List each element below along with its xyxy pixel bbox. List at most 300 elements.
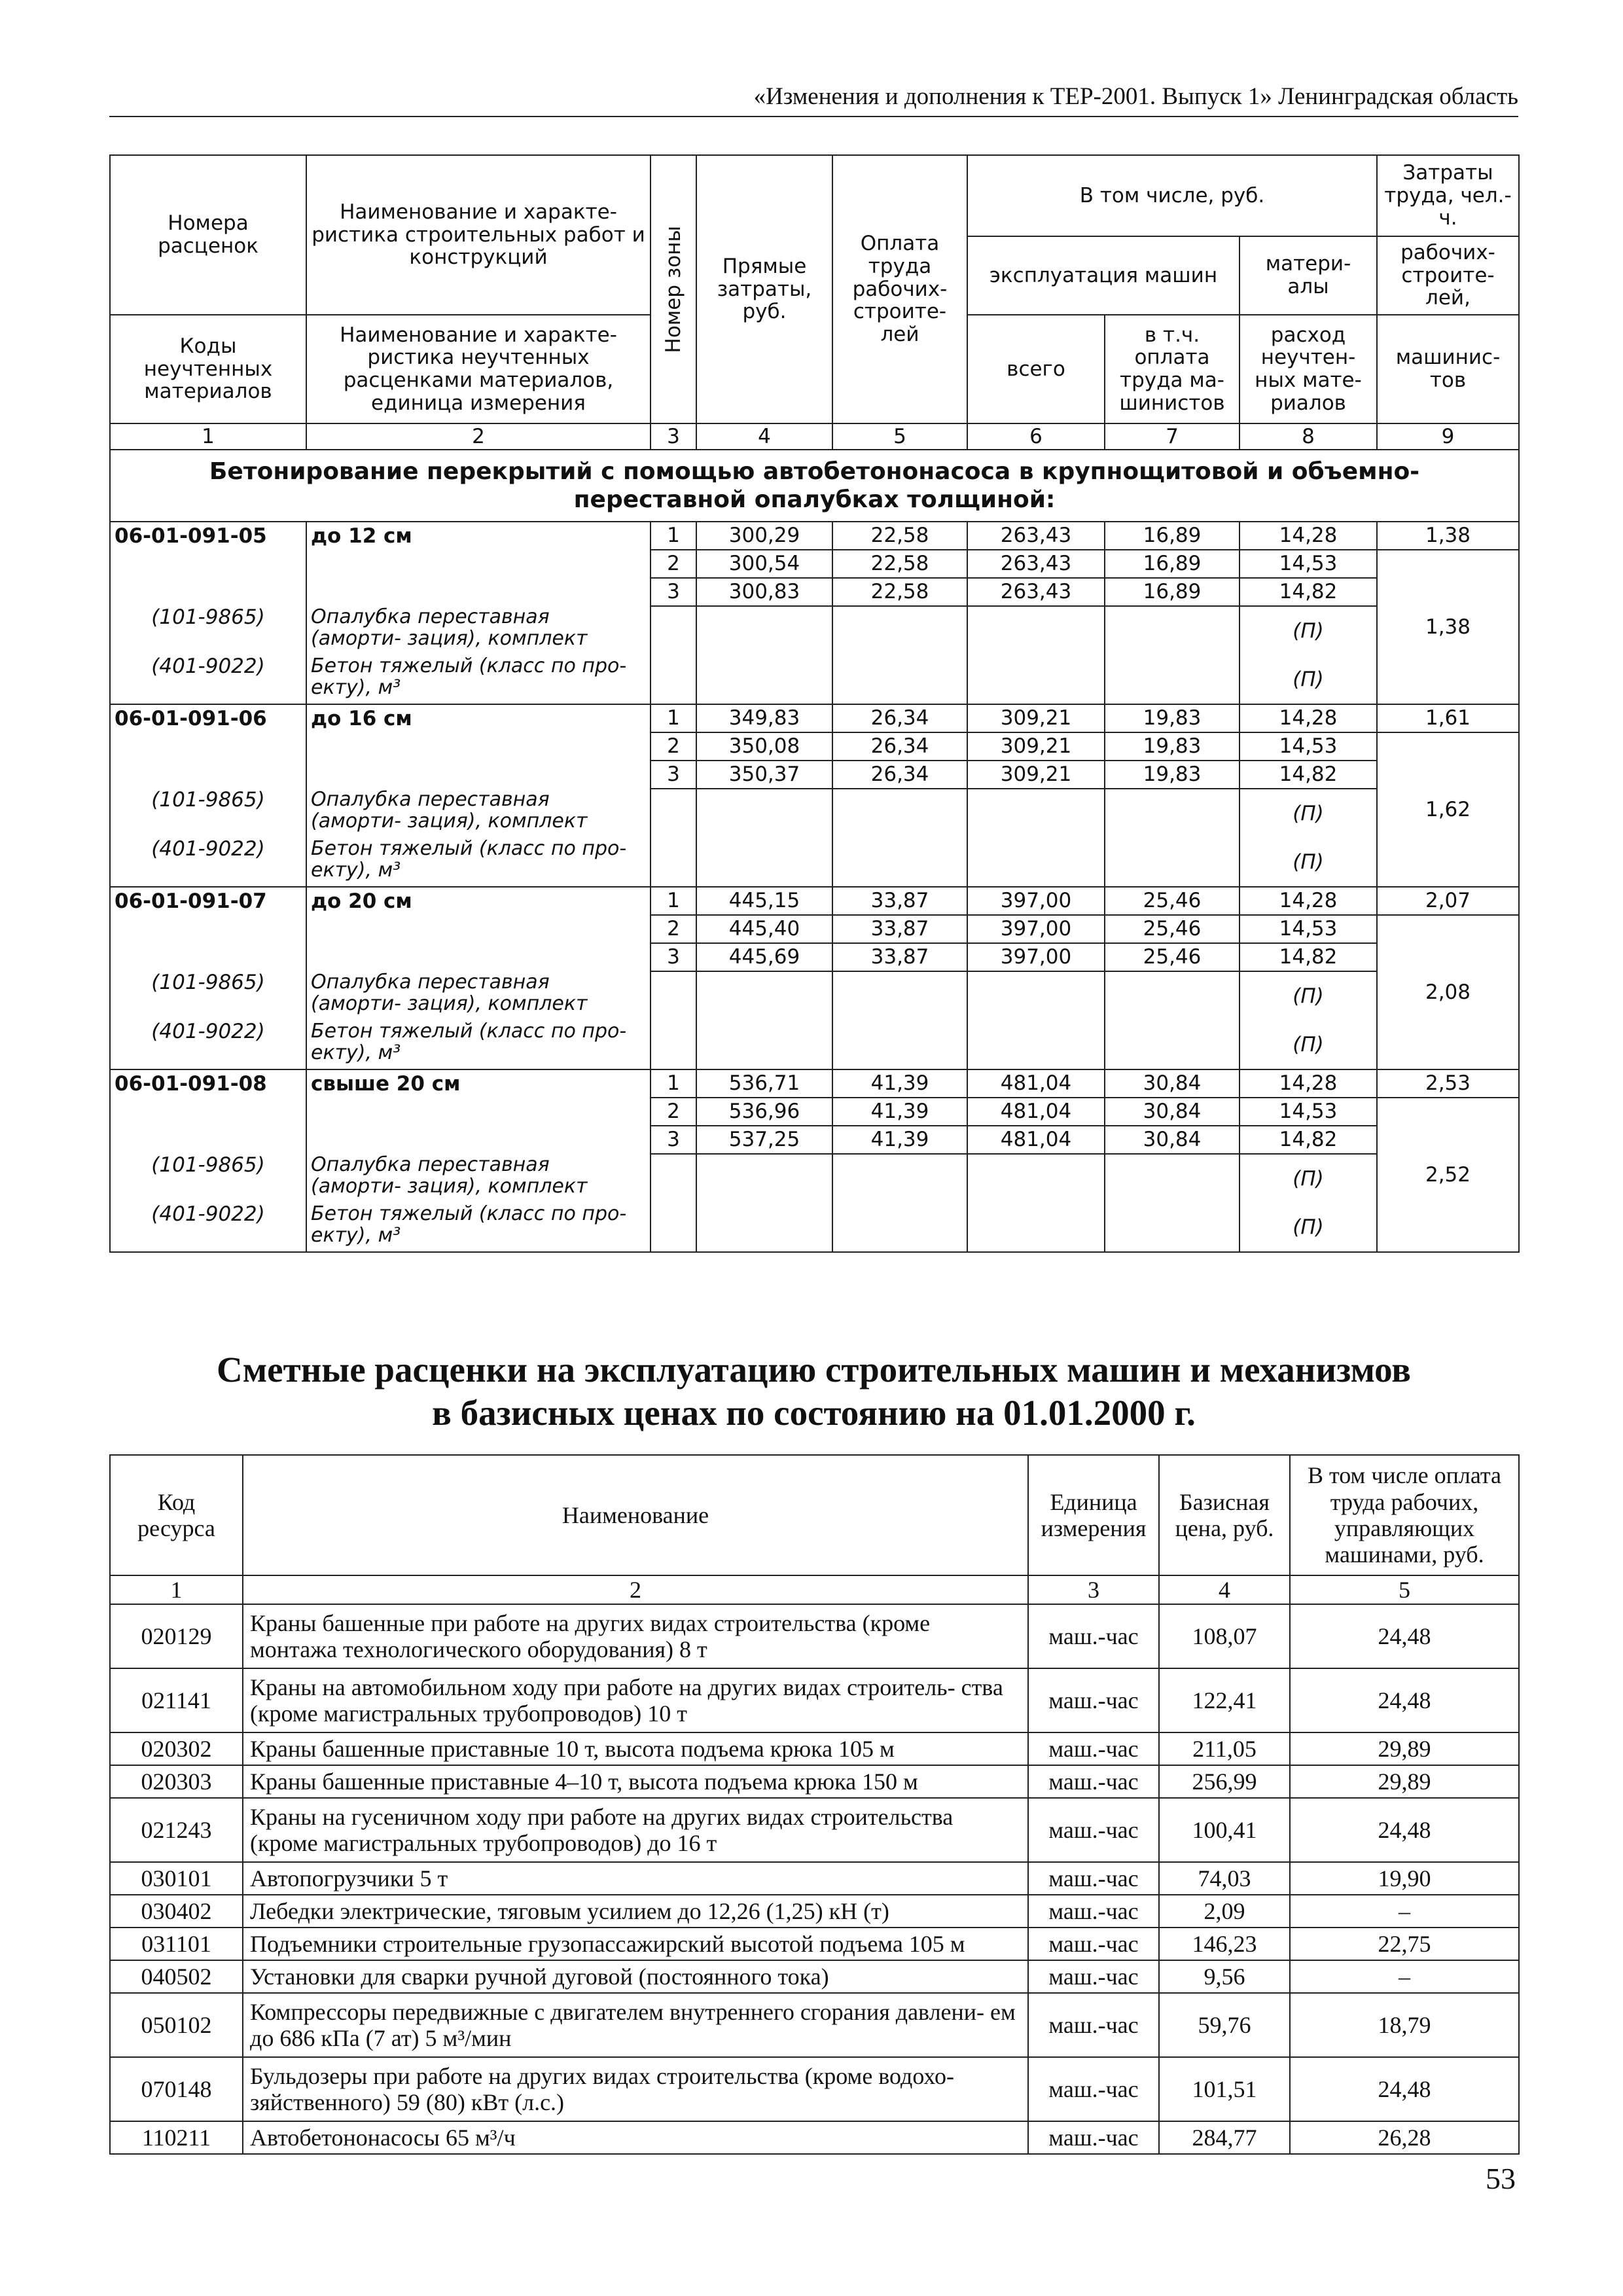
value-mach-wage: 25,46 (1105, 887, 1240, 915)
resource-code: 050102 (110, 1993, 243, 2057)
column-number: 1 (110, 1575, 243, 1604)
material-code: (101-9865) (110, 789, 306, 838)
material-code: (101-9865) (110, 606, 306, 655)
column-number: 2 (243, 1575, 1028, 1604)
resource-name: Краны башенные приставные 10 т, высота подъема крюка 105 м (243, 1732, 1028, 1765)
value-wage: 22,58 (832, 578, 967, 606)
column-number: 8 (1240, 423, 1377, 450)
resource-code: 020302 (110, 1732, 243, 1765)
value-direct: 350,37 (696, 761, 832, 789)
page-number: 53 (1486, 2162, 1516, 2195)
empty-cell (651, 789, 696, 838)
labor-value: 1,61 (1377, 704, 1519, 732)
empty-cell (967, 1154, 1105, 1203)
value-direct: 349,83 (696, 704, 832, 732)
resource-unit: маш.-час (1028, 1668, 1159, 1732)
column-number: 5 (1290, 1575, 1519, 1604)
resource-wage: 24,48 (1290, 1798, 1519, 1862)
value-mach-wage: 16,89 (1105, 550, 1240, 578)
column-number-row (110, 1575, 1519, 1604)
value-mat: 14,82 (1240, 761, 1377, 789)
value-mach-wage: 25,46 (1105, 915, 1240, 943)
col-head-labor: Затраты труда, чел.-ч. (1377, 155, 1519, 236)
value-mat: 14,53 (1240, 550, 1377, 578)
value-total: 309,21 (967, 704, 1105, 732)
rate-name: свыше 20 см (306, 1069, 651, 1098)
value-total: 397,00 (967, 915, 1105, 943)
material-name: Опалубка переставная (аморти- зация), комплект (306, 789, 651, 838)
resource-price: 9,56 (1159, 1960, 1290, 1993)
machine-row (110, 1604, 1519, 1668)
resource-wage: – (1290, 1960, 1519, 1993)
empty-cell (832, 789, 967, 838)
resource-wage: 22,75 (1290, 1928, 1519, 1960)
resource-price: 122,41 (1159, 1668, 1290, 1732)
value-wage: 22,58 (832, 522, 967, 550)
resource-name: Краны на автомобильном ходу при работе на других видах строитель- ства (кроме магистральных трубопроводов) 10 т (243, 1668, 1028, 1732)
col-head-machinist-wage: в т.ч. оплата труда ма- шинистов (1105, 315, 1240, 423)
value-mach-wage: 19,83 (1105, 732, 1240, 761)
resource-name: Подъемники строительные грузопассажирский высотой подъема 105 м (243, 1928, 1028, 1960)
resource-price: 100,41 (1159, 1798, 1290, 1862)
value-direct: 300,54 (696, 550, 832, 578)
labor-value: 1,38 (1377, 550, 1519, 704)
empty-cell (1105, 838, 1240, 887)
resource-price: 74,03 (1159, 1862, 1290, 1895)
value-mat: 14,53 (1240, 1098, 1377, 1126)
rate-row (110, 704, 1519, 732)
value-wage: 41,39 (832, 1098, 967, 1126)
value-total: 263,43 (967, 522, 1105, 550)
empty-cell (306, 1126, 651, 1154)
value-total: 397,00 (967, 943, 1105, 971)
material-name: Опалубка переставная (аморти- зация), комплект (306, 1154, 651, 1203)
resource-code: 020303 (110, 1765, 243, 1798)
col-head-code-bottom: Коды неучтенных материалов (110, 315, 306, 423)
value-zone: 1 (651, 522, 696, 550)
resource-name: Бульдозеры при работе на других видах строительства (кроме водохо- зяйственного) 59 (80) кВт (л.с.) (243, 2057, 1028, 2121)
col-head-wage: Оплата труда рабочих- строите- лей (832, 155, 967, 423)
value-zone: 3 (651, 943, 696, 971)
value-mach-wage: 25,46 (1105, 943, 1240, 971)
rate-group (110, 704, 1519, 887)
value-zone: 3 (651, 761, 696, 789)
resource-unit: маш.-час (1028, 1862, 1159, 1895)
machine-row (110, 1862, 1519, 1895)
value-direct: 300,83 (696, 578, 832, 606)
empty-cell (110, 1098, 306, 1126)
value-total: 263,43 (967, 550, 1105, 578)
col-head-name: Наименование и характе- ристика строительных работ и конструкций (306, 155, 651, 315)
empty-cell (1105, 1154, 1240, 1203)
empty-cell (651, 1154, 696, 1203)
empty-cell (967, 838, 1105, 887)
value-zone: 2 (651, 1098, 696, 1126)
material-consumption: (П) (1240, 1203, 1377, 1252)
value-zone: 3 (651, 1126, 696, 1154)
labor-value: 1,38 (1377, 522, 1519, 550)
value-total: 481,04 (967, 1126, 1105, 1154)
resource-price: 2,09 (1159, 1895, 1290, 1928)
empty-cell (1105, 971, 1240, 1020)
material-consumption: (П) (1240, 1020, 1377, 1069)
col-head-machinists: машинис- тов (1377, 315, 1519, 423)
machine-row (110, 1798, 1519, 1862)
material-consumption: (П) (1240, 655, 1377, 704)
value-direct: 445,40 (696, 915, 832, 943)
value-direct: 445,69 (696, 943, 832, 971)
col-head-base-price: Базисная цена, руб. (1159, 1455, 1290, 1575)
material-name: Бетон тяжелый (класс по про- екту), м³ (306, 1203, 651, 1252)
value-zone: 1 (651, 887, 696, 915)
value-wage: 33,87 (832, 915, 967, 943)
resource-name: Автобетононасосы 65 м³/ч (243, 2121, 1028, 2154)
machine-row (110, 1960, 1519, 1993)
resource-name: Компрессоры передвижные с двигателем внутреннего сгорания давлени- ем до 686 кПа (7 ат) 5 м³/мин (243, 1993, 1028, 2057)
column-number: 4 (1159, 1575, 1290, 1604)
value-mat: 14,82 (1240, 943, 1377, 971)
value-direct: 536,96 (696, 1098, 832, 1126)
section-row (110, 450, 1519, 522)
machine-row (110, 1765, 1519, 1798)
empty-cell (651, 655, 696, 704)
empty-cell (696, 971, 832, 1020)
value-mat: 14,82 (1240, 1126, 1377, 1154)
empty-cell (696, 789, 832, 838)
section-heading: Бетонирование перекрытий с помощью автобетононасоса в крупнощитовой и объемно-переставной опалубках толщиной: (110, 450, 1519, 522)
rate-name: до 16 см (306, 704, 651, 732)
col-head-incl: В том числе, руб. (967, 155, 1377, 236)
col-head-code: Номера расценок (110, 155, 306, 315)
material-consumption: (П) (1240, 971, 1377, 1020)
empty-cell (306, 732, 651, 761)
resource-price: 256,99 (1159, 1765, 1290, 1798)
material-row (110, 1203, 1519, 1252)
empty-cell (832, 1203, 967, 1252)
resource-unit: маш.-час (1028, 1960, 1159, 1993)
resource-unit: маш.-час (1028, 1765, 1159, 1798)
empty-cell (306, 550, 651, 578)
resource-wage: 24,48 (1290, 1604, 1519, 1668)
resource-wage: 24,48 (1290, 1668, 1519, 1732)
empty-cell (832, 838, 967, 887)
col-head-workers: рабочих- строите- лей, (1377, 236, 1519, 315)
value-mat: 14,28 (1240, 1069, 1377, 1098)
empty-cell (1105, 1020, 1240, 1069)
value-wage: 26,34 (832, 704, 967, 732)
empty-cell (306, 761, 651, 789)
section-title (109, 1348, 1518, 1435)
column-number: 2 (306, 423, 651, 450)
empty-cell (1105, 655, 1240, 704)
resource-wage: 26,28 (1290, 2121, 1519, 2154)
resource-price: 101,51 (1159, 2057, 1290, 2121)
column-number: 1 (110, 423, 306, 450)
rate-row (110, 1126, 1519, 1154)
rate-row (110, 1098, 1519, 1126)
empty-cell (110, 915, 306, 943)
value-mach-wage: 19,83 (1105, 761, 1240, 789)
value-zone: 3 (651, 578, 696, 606)
empty-cell (832, 971, 967, 1020)
resource-wage: 24,48 (1290, 2057, 1519, 2121)
material-consumption: (П) (1240, 606, 1377, 655)
empty-cell (1105, 606, 1240, 655)
empty-cell (1105, 1203, 1240, 1252)
empty-cell (832, 606, 967, 655)
section-title-line-1: Сметные расценки на эксплуатацию строительных машин и механизмов (216, 1350, 1412, 1390)
empty-cell (696, 1203, 832, 1252)
rate-row (110, 761, 1519, 789)
rate-group (110, 887, 1519, 1069)
resource-unit: маш.-час (1028, 1895, 1159, 1928)
empty-cell (110, 943, 306, 971)
col-head-zone: Номер зоны (651, 155, 696, 423)
value-mach-wage: 19,83 (1105, 704, 1240, 732)
value-wage: 26,34 (832, 732, 967, 761)
value-mach-wage: 30,84 (1105, 1098, 1240, 1126)
empty-cell (110, 550, 306, 578)
machine-row (110, 1895, 1519, 1928)
machine-row (110, 1928, 1519, 1960)
empty-cell (696, 1020, 832, 1069)
empty-cell (651, 1203, 696, 1252)
machine-row (110, 1732, 1519, 1765)
labor-value: 2,08 (1377, 915, 1519, 1069)
empty-cell (967, 789, 1105, 838)
rate-row (110, 550, 1519, 578)
resource-price: 211,05 (1159, 1732, 1290, 1765)
value-wage: 33,87 (832, 943, 967, 971)
resource-wage: 29,89 (1290, 1732, 1519, 1765)
empty-cell (651, 838, 696, 887)
machine-row (110, 2121, 1519, 2154)
empty-cell (967, 971, 1105, 1020)
empty-cell (1105, 789, 1240, 838)
value-total: 263,43 (967, 578, 1105, 606)
value-mach-wage: 30,84 (1105, 1069, 1240, 1098)
col-head-operator-wage: В том числе оплата труда рабочих, управляющих машинами, руб. (1290, 1455, 1519, 1575)
material-consumption: (П) (1240, 838, 1377, 887)
rates-table (109, 154, 1520, 1253)
resource-code: 040502 (110, 1960, 243, 1993)
resource-name: Автопогрузчики 5 т (243, 1862, 1028, 1895)
rate-code: 06-01-091-06 (110, 704, 306, 732)
material-name: Бетон тяжелый (класс по про- екту), м³ (306, 655, 651, 704)
value-zone: 2 (651, 915, 696, 943)
col-head-name-bottom: Наименование и характе- ристика неучтенных расценками материалов, единица измерения (306, 315, 651, 423)
col-head-unaccounted: расход неучтен- ных мате- риалов (1240, 315, 1377, 423)
resource-code: 070148 (110, 2057, 243, 2121)
resource-unit: маш.-час (1028, 1798, 1159, 1862)
resource-price: 146,23 (1159, 1928, 1290, 1960)
value-total: 397,00 (967, 887, 1105, 915)
running-header: «Изменения и дополнения к ТЕР-2001. Выпуск 1» Ленинградская область (109, 82, 1518, 117)
value-direct: 300,29 (696, 522, 832, 550)
resource-unit: маш.-час (1028, 2121, 1159, 2154)
rate-row (110, 915, 1519, 943)
empty-cell (696, 606, 832, 655)
material-name: Бетон тяжелый (класс по про- екту), м³ (306, 838, 651, 887)
resource-name: Краны башенные при работе на других видах строительства (кроме монтажа технологического оборудования) 8 т (243, 1604, 1028, 1668)
resource-name: Лебедки электрические, тяговым усилием до 12,26 (1,25) кН (т) (243, 1895, 1028, 1928)
value-direct: 537,25 (696, 1126, 832, 1154)
machine-row (110, 1993, 1519, 2057)
empty-cell (832, 655, 967, 704)
column-number: 6 (967, 423, 1105, 450)
resource-wage: 29,89 (1290, 1765, 1519, 1798)
empty-cell (696, 655, 832, 704)
value-zone: 2 (651, 732, 696, 761)
empty-cell (651, 1020, 696, 1069)
col-head-materials: матери- алы (1240, 236, 1377, 315)
value-mat: 14,28 (1240, 704, 1377, 732)
rate-code: 06-01-091-08 (110, 1069, 306, 1098)
resource-unit: маш.-час (1028, 1732, 1159, 1765)
material-row (110, 1154, 1519, 1203)
value-mat: 14,82 (1240, 578, 1377, 606)
resource-code: 030402 (110, 1895, 243, 1928)
empty-cell (832, 1154, 967, 1203)
material-code: (101-9865) (110, 971, 306, 1020)
value-mach-wage: 30,84 (1105, 1126, 1240, 1154)
material-code: (101-9865) (110, 1154, 306, 1203)
rate-code: 06-01-091-07 (110, 887, 306, 915)
value-total: 481,04 (967, 1098, 1105, 1126)
empty-cell (967, 1020, 1105, 1069)
empty-cell (967, 606, 1105, 655)
rate-row (110, 578, 1519, 606)
value-mat: 14,28 (1240, 887, 1377, 915)
col-head-resource-code: Код ресурса (110, 1455, 243, 1575)
empty-cell (110, 1126, 306, 1154)
rate-row (110, 1069, 1519, 1098)
empty-cell (110, 761, 306, 789)
material-code: (401-9022) (110, 1020, 306, 1069)
value-direct: 536,71 (696, 1069, 832, 1098)
value-mach-wage: 16,89 (1105, 522, 1240, 550)
rate-name: до 20 см (306, 887, 651, 915)
value-wage: 26,34 (832, 761, 967, 789)
section-title-line-2: в базисных ценах по состоянию на 01.01.2000 г. (432, 1393, 1196, 1433)
material-name: Бетон тяжелый (класс по про- екту), м³ (306, 1020, 651, 1069)
labor-value: 2,53 (1377, 1069, 1519, 1098)
material-row (110, 971, 1519, 1020)
resource-wage: 18,79 (1290, 1993, 1519, 2057)
value-wage: 41,39 (832, 1126, 967, 1154)
machine-row (110, 1668, 1519, 1732)
resource-unit: маш.-час (1028, 1928, 1159, 1960)
value-mat: 14,53 (1240, 915, 1377, 943)
rate-row (110, 943, 1519, 971)
resource-unit: маш.-час (1028, 2057, 1159, 2121)
empty-cell (696, 838, 832, 887)
labor-value: 2,07 (1377, 887, 1519, 915)
column-number: 3 (1028, 1575, 1159, 1604)
rate-code: 06-01-091-05 (110, 522, 306, 550)
labor-value: 1,62 (1377, 732, 1519, 887)
resource-code: 031101 (110, 1928, 243, 1960)
resource-unit: маш.-час (1028, 1604, 1159, 1668)
column-number: 9 (1377, 423, 1519, 450)
empty-cell (967, 1203, 1105, 1252)
machines-table (109, 1454, 1520, 2155)
value-mat: 14,53 (1240, 732, 1377, 761)
col-head-machines: эксплуатация машин (967, 236, 1240, 315)
resource-name: Краны башенные приставные 4–10 т, высота подъема крюка 150 м (243, 1765, 1028, 1798)
empty-cell (110, 578, 306, 606)
col-head-total: всего (967, 315, 1105, 423)
resource-price: 284,77 (1159, 2121, 1290, 2154)
column-number-row (110, 423, 1519, 450)
column-number: 4 (696, 423, 832, 450)
material-name: Опалубка переставная (аморти- зация), комплект (306, 971, 651, 1020)
material-row (110, 1020, 1519, 1069)
empty-cell (110, 732, 306, 761)
empty-cell (651, 971, 696, 1020)
empty-cell (306, 578, 651, 606)
material-code: (401-9022) (110, 838, 306, 887)
material-code: (401-9022) (110, 1203, 306, 1252)
machine-row (110, 2057, 1519, 2121)
material-row (110, 655, 1519, 704)
column-number: 5 (832, 423, 967, 450)
labor-value: 2,52 (1377, 1098, 1519, 1252)
empty-cell (306, 1098, 651, 1126)
col-head-direct: Прямые затраты, руб. (696, 155, 832, 423)
rate-row (110, 732, 1519, 761)
rate-group (110, 1069, 1519, 1252)
value-wage: 41,39 (832, 1069, 967, 1098)
column-number: 3 (651, 423, 696, 450)
column-number: 7 (1105, 423, 1240, 450)
empty-cell (696, 1154, 832, 1203)
material-consumption: (П) (1240, 789, 1377, 838)
value-mat: 14,28 (1240, 522, 1377, 550)
value-total: 309,21 (967, 732, 1105, 761)
value-wage: 22,58 (832, 550, 967, 578)
rate-group (110, 522, 1519, 704)
material-row (110, 606, 1519, 655)
rate-row (110, 887, 1519, 915)
material-consumption: (П) (1240, 1154, 1377, 1203)
value-zone: 1 (651, 704, 696, 732)
value-direct: 350,08 (696, 732, 832, 761)
empty-cell (832, 1020, 967, 1069)
value-direct: 445,15 (696, 887, 832, 915)
resource-code: 110211 (110, 2121, 243, 2154)
resource-code: 020129 (110, 1604, 243, 1668)
resource-code: 030101 (110, 1862, 243, 1895)
material-code: (401-9022) (110, 655, 306, 704)
col-head-unit: Единица измерения (1028, 1455, 1159, 1575)
material-name: Опалубка переставная (аморти- зация), комплект (306, 606, 651, 655)
value-total: 309,21 (967, 761, 1105, 789)
value-mach-wage: 16,89 (1105, 578, 1240, 606)
resource-unit: маш.-час (1028, 1993, 1159, 2057)
empty-cell (306, 915, 651, 943)
value-zone: 2 (651, 550, 696, 578)
resource-wage: – (1290, 1895, 1519, 1928)
resource-name: Установки для сварки ручной дуговой (постоянного тока) (243, 1960, 1028, 1993)
rate-name: до 12 см (306, 522, 651, 550)
empty-cell (651, 606, 696, 655)
value-wage: 33,87 (832, 887, 967, 915)
resource-wage: 19,90 (1290, 1862, 1519, 1895)
rate-row (110, 522, 1519, 550)
col-head-resource-name: Наименование (243, 1455, 1028, 1575)
value-zone: 1 (651, 1069, 696, 1098)
